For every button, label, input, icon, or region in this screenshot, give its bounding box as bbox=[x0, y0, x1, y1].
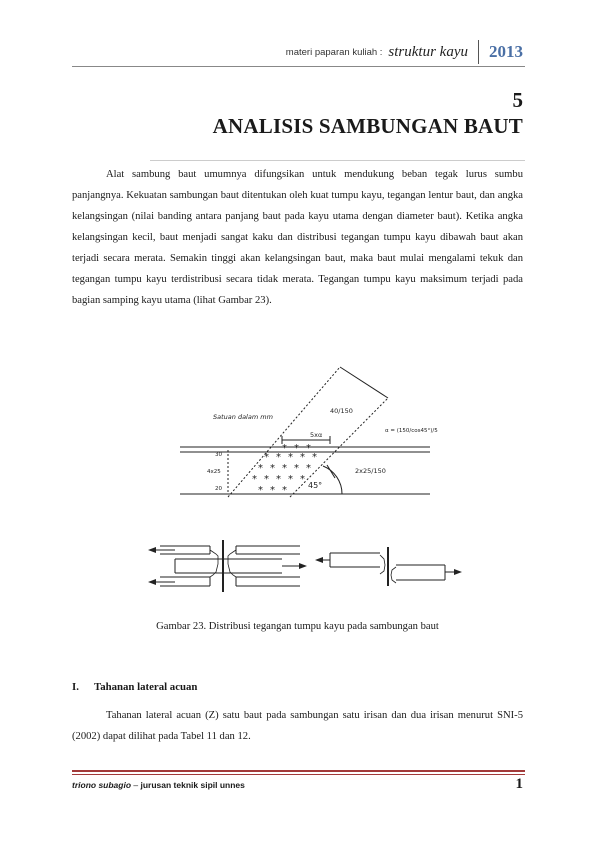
section-heading bbox=[72, 681, 197, 693]
svg-text:*: * bbox=[282, 443, 287, 454]
figure-dim-mid: 4x25 bbox=[207, 469, 221, 475]
section-number: I. bbox=[72, 681, 79, 693]
chapter-rule bbox=[150, 160, 525, 161]
svg-text:*: * bbox=[294, 443, 299, 454]
svg-text:*: * bbox=[300, 474, 305, 485]
header-title: struktur kayu bbox=[388, 43, 468, 60]
chapter-title: ANALISIS SAMBUNGAN BAUT bbox=[212, 114, 523, 138]
section-paragraph: Tahanan lateral acuan (Z) satu baut pada sambungan satu irisan dan dua irisan menurut SNI-5 (2002) dapat dilihat pada Tabel 11 dan 12. bbox=[72, 710, 523, 742]
svg-text:*: * bbox=[306, 463, 311, 474]
svg-text:*: * bbox=[270, 485, 275, 496]
header-year: 2013 bbox=[489, 42, 523, 61]
svg-text:*: * bbox=[258, 463, 263, 474]
footer-dash: – bbox=[131, 780, 141, 790]
footer-author: triono subagio bbox=[72, 780, 132, 790]
svg-text:*: * bbox=[288, 474, 293, 485]
stress-diagram-single-shear bbox=[318, 547, 460, 586]
header-lead: materi paparan kuliah : bbox=[285, 46, 383, 58]
stress-diagram-double-shear bbox=[150, 540, 305, 592]
header-rule bbox=[72, 66, 525, 67]
svg-text:*: * bbox=[264, 452, 269, 463]
footer-rule-thick bbox=[72, 770, 525, 772]
figure-top-member: 40/150 bbox=[330, 407, 353, 415]
figure-caption: Gambar 23. Distribusi tegangan tumpu kayu pada sambungan baut bbox=[156, 621, 439, 632]
svg-text:*: * bbox=[270, 463, 275, 474]
chapter-number: 5 bbox=[512, 88, 523, 112]
svg-text:*: * bbox=[258, 485, 263, 496]
figure-units-note: Satuan dalam mm bbox=[213, 413, 273, 421]
section-title: Tahanan lateral acuan bbox=[94, 681, 198, 693]
page-footer bbox=[72, 780, 245, 790]
figure-angle: 45° bbox=[308, 481, 323, 490]
svg-text:*: * bbox=[282, 463, 287, 474]
svg-text:*: * bbox=[276, 452, 281, 463]
figure-bottom-member: 2x25/150 bbox=[355, 467, 386, 475]
svg-text:*: * bbox=[276, 474, 281, 485]
svg-text:*: * bbox=[306, 443, 311, 454]
svg-text:*: * bbox=[252, 474, 257, 485]
svg-text:*: * bbox=[288, 452, 293, 463]
page-header bbox=[286, 38, 523, 66]
footer-rule-thin bbox=[72, 774, 525, 775]
figure-formula: α = (150/cos45°)/5 bbox=[385, 428, 438, 434]
figure-23 bbox=[0, 350, 595, 600]
figure-dim-bottom: 20 bbox=[215, 486, 222, 492]
svg-text:*: * bbox=[282, 485, 287, 496]
figure-dim-top: 30 bbox=[215, 452, 222, 458]
figure-spacing-label: 5xα bbox=[310, 431, 323, 439]
svg-text:*: * bbox=[300, 452, 305, 463]
svg-text:*: * bbox=[312, 452, 317, 463]
svg-text:*: * bbox=[264, 474, 269, 485]
footer-department: jurusan teknik sipil unnes bbox=[140, 780, 245, 790]
page-number: 1 bbox=[515, 776, 523, 792]
svg-text:*: * bbox=[294, 463, 299, 474]
intro-paragraph: Alat sambung baut umumnya difungsikan untuk mendukung beban tegak lurus sumbu panjangnya. Kekuatan sambungan baut ditentukan oleh kuat tumpu kayu, tegangan lentur baut, dan angka kelangsingan (nilai banding antara panjang baut pada kayu utama dengan diameter baut). Ketika angka kelangsingan kecil, baut menjadi sangat kaku dan distribusi tegangan tumpu kayu dibawah baut akan terjadi secara merata. Semakin tinggi akan kelangsingan baut, maka baut mulai mengalami tekuk dan tegangan tumpu kayu terdistribusi secara tidak merata. Tegangan tumpu kayu maksimum terjadi pada bagian samping kayu utama (lihat Gambar 23). bbox=[72, 169, 523, 306]
header-separator bbox=[478, 40, 479, 64]
